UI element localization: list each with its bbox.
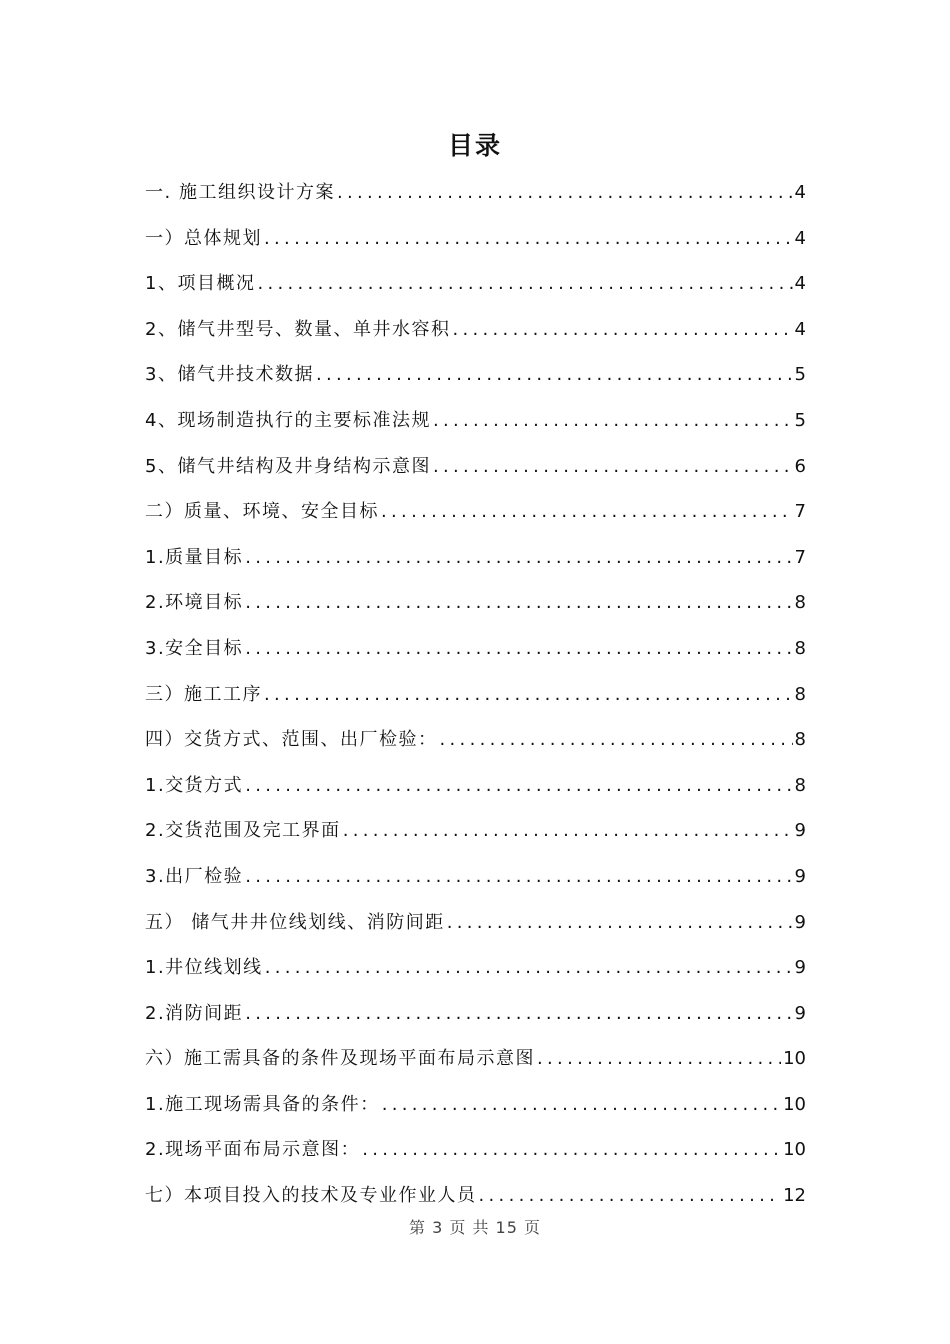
toc-title: 目录: [447, 131, 502, 160]
toc-entry[interactable]: [145, 170, 806, 216]
toc-entry-page-number: 4: [794, 318, 806, 340]
toc-entry-label: 5、储气井结构及井身结构示意图: [145, 455, 431, 477]
toc-entry[interactable]: [145, 717, 806, 763]
toc-leader-dots: [447, 900, 793, 946]
toc-entry[interactable]: [145, 763, 806, 809]
toc-entry-page-number: 9: [794, 957, 806, 979]
toc-entry-label: 三）施工工序: [145, 683, 262, 705]
toc-entry-label: 1.交货方式: [145, 774, 244, 796]
page-footer: 第 3 页 共 15 页: [409, 1218, 541, 1237]
toc-entry-label: 3.出厂检验: [145, 865, 244, 887]
toc-entry-page-number: 12: [783, 1185, 806, 1207]
toc-leader-dots: [337, 170, 793, 216]
toc-entry[interactable]: [145, 1127, 806, 1173]
toc-entry-label: 一）总体规划: [145, 227, 262, 249]
toc-entry-label: 1.施工现场需具备的条件：: [145, 1093, 380, 1115]
toc-leader-dots: [479, 1173, 782, 1219]
table-of-contents: [145, 170, 806, 1219]
toc-entry-label: 七）本项目投入的技术及专业作业人员: [145, 1185, 477, 1207]
toc-entry[interactable]: [145, 307, 806, 353]
toc-entry-page-number: 7: [794, 546, 806, 568]
toc-entry[interactable]: [145, 1036, 806, 1082]
toc-entry-page-number: 4: [794, 227, 806, 249]
toc-entry-label: 2.现场平面布局示意图：: [145, 1139, 361, 1161]
toc-entry-page-number: 10: [783, 1139, 806, 1161]
toc-leader-dots: [257, 261, 792, 307]
toc-entry-page-number: 4: [794, 273, 806, 295]
toc-entry-page-number: 5: [794, 364, 806, 386]
toc-entry-page-number: 8: [794, 637, 806, 659]
toc-entry[interactable]: [145, 489, 806, 535]
toc-entry[interactable]: [145, 535, 806, 581]
toc-leader-dots: [440, 717, 793, 763]
toc-entry-label: 六）施工需具备的条件及现场平面布局示意图: [145, 1048, 535, 1070]
toc-entry-label: 2.消防间距: [145, 1002, 244, 1024]
toc-entry[interactable]: [145, 444, 806, 490]
toc-entry-label: 四）交货方式、范围、出厂检验：: [145, 729, 438, 751]
toc-leader-dots: [245, 854, 792, 900]
toc-leader-dots: [245, 763, 792, 809]
toc-entry-label: 2、储气井型号、数量、单井水容积: [145, 318, 451, 340]
toc-entry-page-number: 8: [794, 592, 806, 614]
toc-entry[interactable]: [145, 672, 806, 718]
toc-entry-label: 五） 储气井井位线划线、消防间距: [145, 911, 445, 933]
toc-leader-dots: [245, 626, 792, 672]
toc-entry[interactable]: [145, 352, 806, 398]
toc-leader-dots: [264, 672, 793, 718]
toc-entry-page-number: 8: [794, 683, 806, 705]
toc-entry-page-number: 9: [794, 1002, 806, 1024]
toc-entry-label: 1.质量目标: [145, 546, 244, 568]
toc-leader-dots: [381, 489, 793, 535]
toc-entry-label: 二）质量、环境、安全目标: [145, 501, 379, 523]
toc-entry[interactable]: [145, 808, 806, 854]
toc-entry-page-number: 8: [794, 774, 806, 796]
toc-entry-label: 4、现场制造执行的主要标准法规: [145, 409, 431, 431]
toc-entry-page-number: 8: [794, 729, 806, 751]
toc-entry-label: 1、项目概况: [145, 273, 256, 295]
toc-leader-dots: [537, 1036, 781, 1082]
toc-entry[interactable]: [145, 945, 806, 991]
toc-entry-label: 1.井位线划线: [145, 957, 263, 979]
toc-entry-page-number: 9: [794, 911, 806, 933]
toc-entry-label: 3.安全目标: [145, 637, 244, 659]
toc-leader-dots: [433, 444, 793, 490]
toc-leader-dots: [382, 1082, 781, 1128]
toc-leader-dots: [316, 352, 793, 398]
toc-leader-dots: [452, 307, 792, 353]
toc-entry-label: 3、储气井技术数据: [145, 364, 314, 386]
toc-entry[interactable]: [145, 991, 806, 1037]
toc-leader-dots: [245, 580, 792, 626]
toc-entry-page-number: 4: [794, 182, 806, 203]
toc-entry-page-number: 6: [794, 455, 806, 477]
toc-entry-label: 2.交货范围及完工界面: [145, 820, 341, 842]
toc-entry[interactable]: [145, 216, 806, 262]
toc-entry[interactable]: [145, 1173, 806, 1219]
toc-entry[interactable]: [145, 580, 806, 626]
toc-entry-page-number: 10: [783, 1093, 806, 1115]
toc-entry-page-number: 9: [794, 820, 806, 842]
toc-entry[interactable]: [145, 626, 806, 672]
toc-leader-dots: [343, 808, 793, 854]
toc-entry-page-number: 7: [794, 501, 806, 523]
toc-entry[interactable]: [145, 261, 806, 307]
toc-entry[interactable]: [145, 398, 806, 444]
toc-entry[interactable]: [145, 854, 806, 900]
toc-leader-dots: [245, 535, 792, 581]
toc-leader-dots: [433, 398, 793, 444]
toc-entry-page-number: 9: [794, 865, 806, 887]
toc-entry-label: 2.环境目标: [145, 592, 244, 614]
toc-entry-label: 一. 施工组织设计方案: [145, 182, 335, 203]
toc-entry-page-number: 10: [783, 1048, 806, 1070]
toc-leader-dots: [245, 991, 792, 1037]
toc-leader-dots: [362, 1127, 781, 1173]
toc-entry-page-number: 5: [794, 409, 806, 431]
toc-leader-dots: [265, 945, 793, 991]
toc-entry[interactable]: [145, 900, 806, 946]
toc-leader-dots: [264, 216, 793, 262]
toc-entry[interactable]: [145, 1082, 806, 1128]
